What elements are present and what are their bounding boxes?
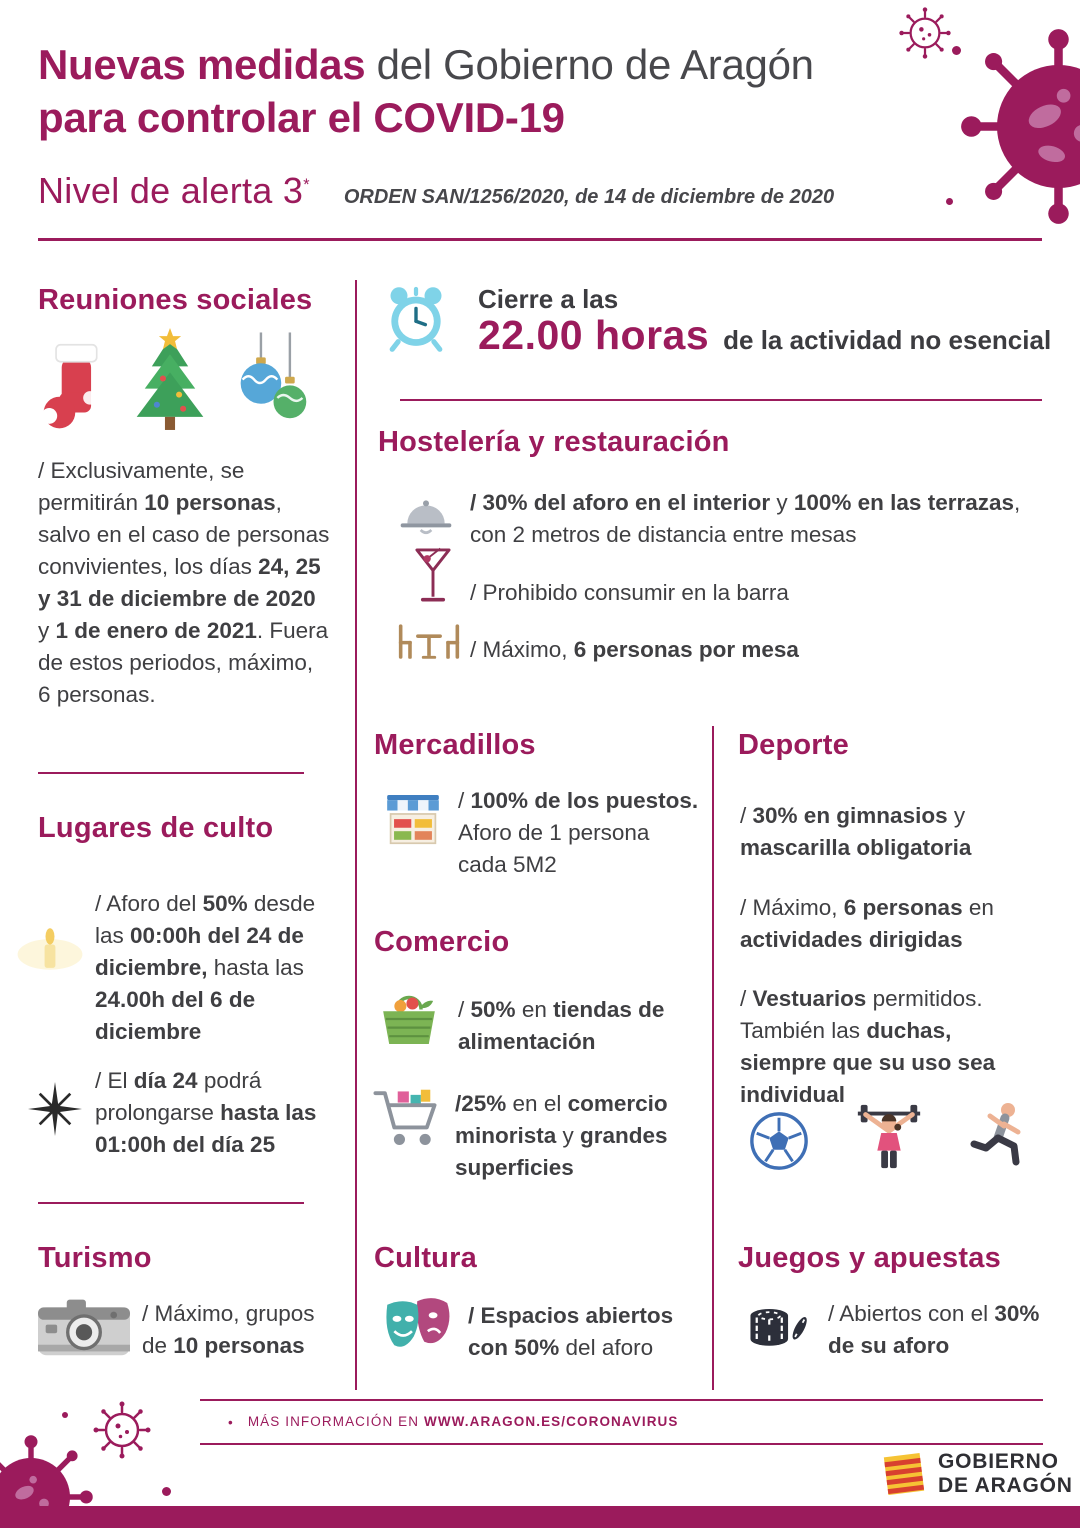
mercadillos-item-1: / 100% de los puestos. Aforo de 1 persona cada 5M2 <box>458 788 699 877</box>
shopping-cart-icon <box>372 1082 444 1154</box>
section-title-deporte: Deporte <box>738 729 849 761</box>
logo-text <box>938 1450 1073 1497</box>
soccer-ball-icon <box>748 1110 810 1172</box>
order-reference: ORDEN SAN/1256/2020, de 14 de diciembre de 2020 <box>343 186 835 208</box>
footer-bullet: • <box>228 1414 234 1430</box>
closure-scope: de la actividad no esencial <box>723 325 1052 355</box>
candle-icon <box>14 922 86 976</box>
section-title-hosteleria: Hostelería y restauración <box>378 426 730 458</box>
christmas-icons-row <box>38 328 314 434</box>
reuniones-text: / Exclusivamente, se permitirán 10 personas, salvo en el caso de personas convivientes, los días 24, 25 y 31 de diciembre de 2020 y 1 de enero de 2021. Fuera de estos periodos, máximo, 6 personas. <box>38 458 330 707</box>
sport-icons-row <box>748 1098 1032 1172</box>
comercio-item-1: / 50% en tiendas de alimentación <box>458 997 665 1054</box>
closure-time-row <box>478 312 1051 359</box>
deporte-item-2: / Máximo, 6 personas en actividades dirigidas <box>740 895 994 952</box>
closure-time: 22.00 horas <box>478 312 710 358</box>
comercio-item-2: /25% en el comercio minorista y grandes superficies <box>455 1091 668 1180</box>
section-title-juegos: Juegos y apuestas <box>738 1242 1001 1274</box>
poker-chips-icon <box>746 1294 814 1350</box>
alert-level: Nivel de alerta 3* <box>38 170 310 211</box>
cultura-item-1: / Espacios abiertos con 50% del aforo <box>468 1303 674 1360</box>
section-title-comercio: Comercio <box>374 926 510 958</box>
table-chairs-icon <box>396 620 462 666</box>
christmas-tree-icon <box>124 328 216 434</box>
gobierno-aragon-logo <box>882 1450 1073 1497</box>
footer-info-band <box>200 1399 1043 1445</box>
logo-line-2: DE ARAGÓN <box>938 1473 1073 1497</box>
coronavirus-info-link[interactable]: WWW.ARAGON.ES/CORONAVIRUS <box>424 1414 679 1429</box>
cocktail-icon <box>414 544 452 610</box>
camera-icon <box>36 1292 132 1361</box>
vertical-divider-right <box>712 726 714 1390</box>
section-title-cultura: Cultura <box>374 1242 477 1274</box>
deporte-item-1: / 30% en gimnasios y mascarilla obligatoria <box>740 803 972 860</box>
section-title-culto: Lugares de culto <box>38 812 274 844</box>
hosteleria-item-2: / Prohibido consumir en la barra <box>470 580 789 605</box>
hosteleria-item-1: / 30% del aforo en el interior y 100% en las terrazas, con 2 metros de distancia entre mesas <box>470 490 1021 547</box>
theater-masks-icon <box>382 1294 456 1356</box>
coronavirus-outline-icon <box>92 1400 152 1460</box>
star-icon <box>28 1082 82 1136</box>
culto-item-2: / El día 24 podrá prolongarse hasta las 01:00h del día 25 <box>95 1068 317 1157</box>
logo-line-1: GOBIERNO <box>938 1450 1059 1473</box>
baubles-icon <box>232 332 314 434</box>
hosteleria-item-3: / Máximo, 6 personas por mesa <box>470 637 799 662</box>
closure-divider <box>400 399 1042 401</box>
left-divider-2 <box>38 1202 304 1204</box>
market-stall-icon <box>382 792 444 848</box>
juegos-item-1: / Abiertos con el 30% de su aforo <box>828 1301 1040 1358</box>
virus-dot <box>162 1487 171 1496</box>
left-divider-1 <box>38 772 304 774</box>
cloche-icon <box>398 494 454 538</box>
bottom-bar <box>0 1506 1080 1528</box>
alert-footnote-mark: * <box>303 176 310 194</box>
coronavirus-icon <box>956 24 1080 229</box>
turismo-item-1: / Máximo, grupos de 10 personas <box>142 1301 315 1358</box>
stocking-icon <box>38 338 108 434</box>
section-title-reuniones: Reuniones sociales <box>38 284 313 316</box>
aragon-flag-icon <box>882 1451 926 1497</box>
virus-dot <box>62 1412 68 1418</box>
runner-icon <box>968 1100 1032 1172</box>
virus-dot <box>946 198 953 205</box>
section-title-mercadillos: Mercadillos <box>374 729 536 761</box>
grocery-basket-icon <box>378 988 440 1050</box>
footer-info-text <box>248 1413 679 1431</box>
deporte-item-3: / Vestuarios permitidos. También las duchas, siempre que su uso sea individual <box>740 986 996 1107</box>
closure-intro: Cierre a las <box>478 284 619 314</box>
footer-info-prefix: MÁS INFORMACIÓN EN <box>247 1414 424 1429</box>
weightlifter-icon <box>852 1098 926 1172</box>
alert-level-row <box>38 170 834 212</box>
page-title: Nuevas medidas del Gobierno de Aragón para controlar el COVID-19 <box>38 41 814 142</box>
coronavirus-outline-icon <box>898 6 952 60</box>
culto-item-1: / Aforo del 50% desde las 00:00h del 24 de diciembre, hasta las 24.00h del 6 de diciembre <box>95 891 316 1044</box>
alarm-clock-icon <box>382 281 450 353</box>
vertical-divider-left <box>355 280 357 1390</box>
section-title-turismo: Turismo <box>38 1242 152 1274</box>
header-divider <box>38 238 1042 241</box>
